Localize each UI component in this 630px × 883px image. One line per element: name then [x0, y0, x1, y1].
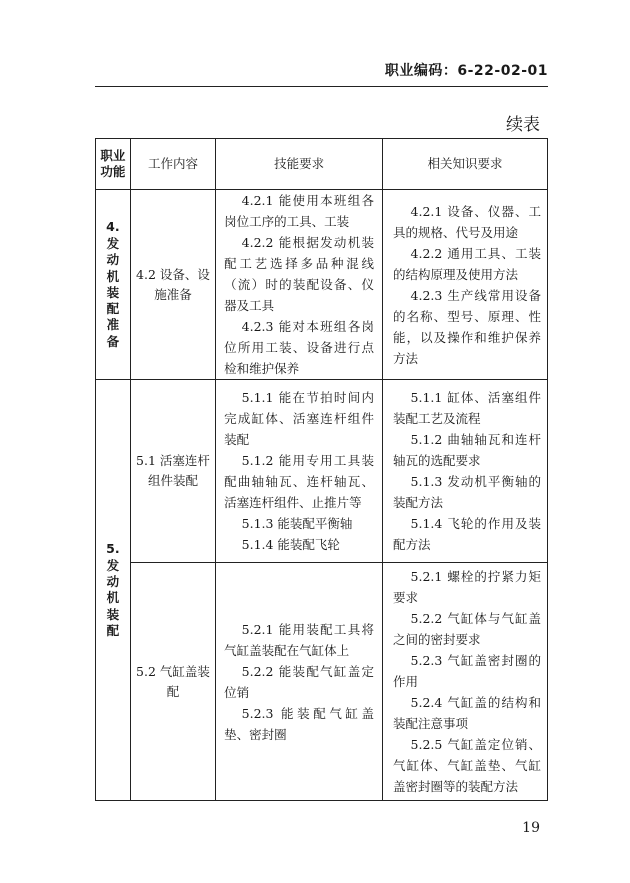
skill-item: 5.1.2 能用专用工具装配曲轴轴瓦、连杆轴瓦、活塞连杆组件、止推片等 [224, 453, 375, 510]
header-knowledge: 相关知识要求 [383, 139, 548, 190]
skill-item: 5.2.2 能装配气缸盖定位销 [224, 663, 375, 700]
knowledge-item: 5.1.1 缸体、活塞组件装配工艺及流程 [393, 390, 541, 426]
skill-item: 4.2.1 能使用本班组各岗位工序的工具、工装 [224, 193, 375, 229]
table-row [96, 563, 548, 801]
knowledge-item: 5.2.3 气缸盖密封圈的作用 [393, 653, 541, 689]
skills-cell [216, 563, 383, 801]
header-rule [95, 86, 548, 87]
skill-item: 5.2.1 能用装配工具将气缸盖装配在气缸体上 [224, 621, 375, 658]
table-row [96, 190, 548, 380]
function-name: 发动机装配准备 [106, 236, 120, 349]
knowledge-cell [383, 563, 548, 801]
skill-item: 5.1.4 能装配飞轮 [241, 537, 340, 552]
knowledge-cell [383, 190, 548, 380]
table-header-row [96, 139, 548, 190]
knowledge-item: 5.2.1 螺栓的拧紧力矩要求 [393, 569, 541, 605]
skill-item: 5.1.3 能装配平衡轴 [241, 516, 353, 531]
function-cell [96, 380, 131, 801]
knowledge-item: 4.2.1 设备、仪器、工具的规格、代号及用途 [393, 203, 541, 240]
page-number: 19 [522, 820, 540, 836]
knowledge-item: 4.2.3 生产线常用设备的名称、型号、原理、性能，以及操作和维护保养方法 [393, 287, 541, 366]
knowledge-item: 5.2.5 气缸盖定位销、气缸体、气缸盖垫、气缸盖密封圈等的装配方法 [393, 737, 541, 794]
header-content: 工作内容 [130, 139, 215, 190]
knowledge-item: 5.1.3 发动机平衡轴的装配方法 [393, 474, 541, 510]
skills-cell [216, 190, 383, 380]
skills-table [95, 138, 548, 801]
function-cell [96, 190, 131, 380]
table-row [96, 380, 548, 563]
content-cell: 5.1 活塞连杆组件装配 [130, 380, 215, 563]
header-function: 职业功能 [96, 139, 131, 190]
skill-item: 4.2.3 能对本班组各岗位所用工装、设备进行点检和维护保养 [224, 319, 375, 376]
function-number: 5. [106, 540, 120, 556]
knowledge-item: 4.2.2 通用工具、工装的结构原理及使用方法 [393, 245, 541, 282]
knowledge-item: 5.1.2 曲轴轴瓦和连杆轴瓦的选配要求 [393, 432, 541, 468]
skill-item: 4.2.2 能根据发动机装配工艺选择多品种混线（流）时的装配设备、仪器及工具 [224, 235, 375, 313]
function-name: 发动机装配 [106, 557, 120, 638]
knowledge-item: 5.2.2 气缸体与气缸盖之间的密封要求 [393, 611, 541, 647]
knowledge-item: 5.1.4 飞轮的作用及装配方法 [393, 516, 541, 552]
content-cell: 4.2 设备、设施准备 [130, 190, 215, 380]
function-number: 4. [106, 219, 120, 235]
continued-label: 续表 [506, 115, 540, 135]
skill-item: 5.2.3 能装配气缸盖垫、密封圈 [224, 705, 375, 742]
skills-cell [216, 380, 383, 563]
knowledge-cell [383, 380, 548, 563]
skill-item: 5.1.1 能在节拍时间内完成缸体、活塞连杆组件装配 [224, 390, 375, 447]
content-cell: 5.2 气缸盖装配 [130, 563, 215, 801]
header-skills: 技能要求 [216, 139, 383, 190]
occupation-code: 职业编码：6-22-02-01 [384, 63, 548, 79]
knowledge-item: 5.2.4 气缸盖的结构和装配注意事项 [393, 695, 541, 731]
